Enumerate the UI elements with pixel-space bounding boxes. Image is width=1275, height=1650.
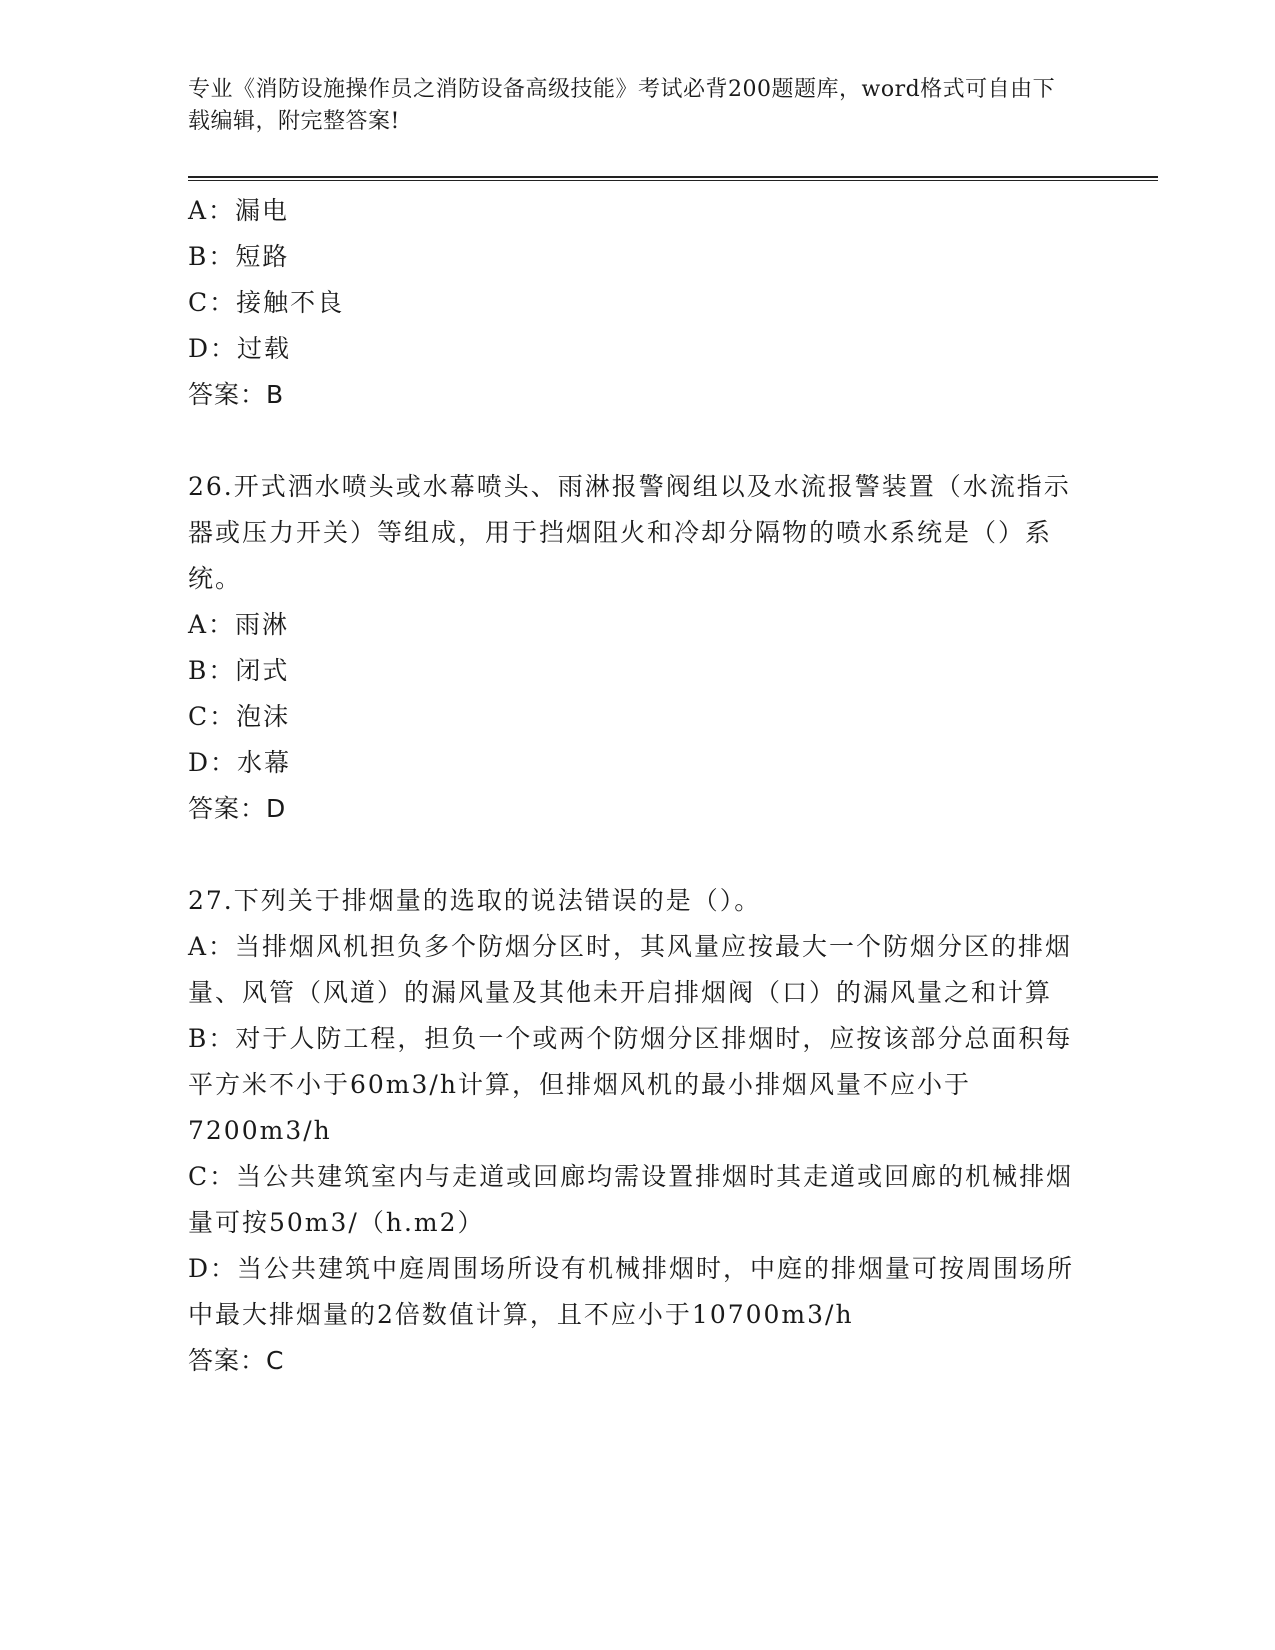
option-c: C：当公共建筑室内与走道或回廊均需设置排烟时其走道或回廊的机械排烟量可按50m3/（h.m2） — [188, 1162, 1074, 1237]
option-a: A：雨淋 — [188, 610, 290, 639]
option-c: C：接触不良 — [188, 288, 345, 317]
option-c: C：泡沫 — [188, 702, 291, 731]
option-a: A：当排烟风机担负多个防烟分区时，其风量应按最大一个防烟分区的排烟量、风管（风道）的漏风量及其他未开启排烟阀（口）的漏风量之和计算 — [188, 932, 1073, 1007]
answer-line: 答案：B — [188, 380, 285, 409]
option-d: D：过载 — [188, 334, 292, 363]
question-text: 26.开式洒水喷头或水幕喷头、雨淋报警阀组以及水流报警装置（水流指示器或压力开关）等组成，用于挡烟阻火和冷却分隔物的喷水系统是（）系统。 — [188, 472, 1071, 593]
option-d: D：当公共建筑中庭周围场所设有机械排烟时，中庭的排烟量可按周围场所中最大排烟量的2倍数值计算，且不应小于10700m3/h — [188, 1254, 1075, 1329]
question-text: 27.下列关于排烟量的选取的说法错误的是（）。 — [188, 886, 762, 915]
question-27 — [188, 878, 1088, 1384]
question-26 — [188, 464, 1088, 832]
header-divider — [188, 176, 1158, 181]
answer-line: 答案：C — [188, 1346, 285, 1375]
answer-line: 答案：D — [188, 794, 287, 823]
option-a: A：漏电 — [188, 196, 290, 225]
document-body — [188, 188, 1088, 1384]
option-b: B：对于人防工程，担负一个或两个防烟分区排烟时，应按该部分总面积每平方米不小于60m3/h计算，但排烟风机的最小排烟风量不应小于7200m3/h — [188, 1024, 1073, 1145]
spacer — [188, 418, 1088, 464]
question-25 — [188, 188, 1088, 418]
spacer — [188, 832, 1088, 878]
document-header: 专业《消防设施操作员之消防设备高级技能》考试必背200题题库，word格式可自由下载编辑，附完整答案! — [188, 77, 1056, 134]
option-d: D：水幕 — [188, 748, 292, 777]
option-b: B：短路 — [188, 242, 290, 271]
option-b: B：闭式 — [188, 656, 290, 685]
